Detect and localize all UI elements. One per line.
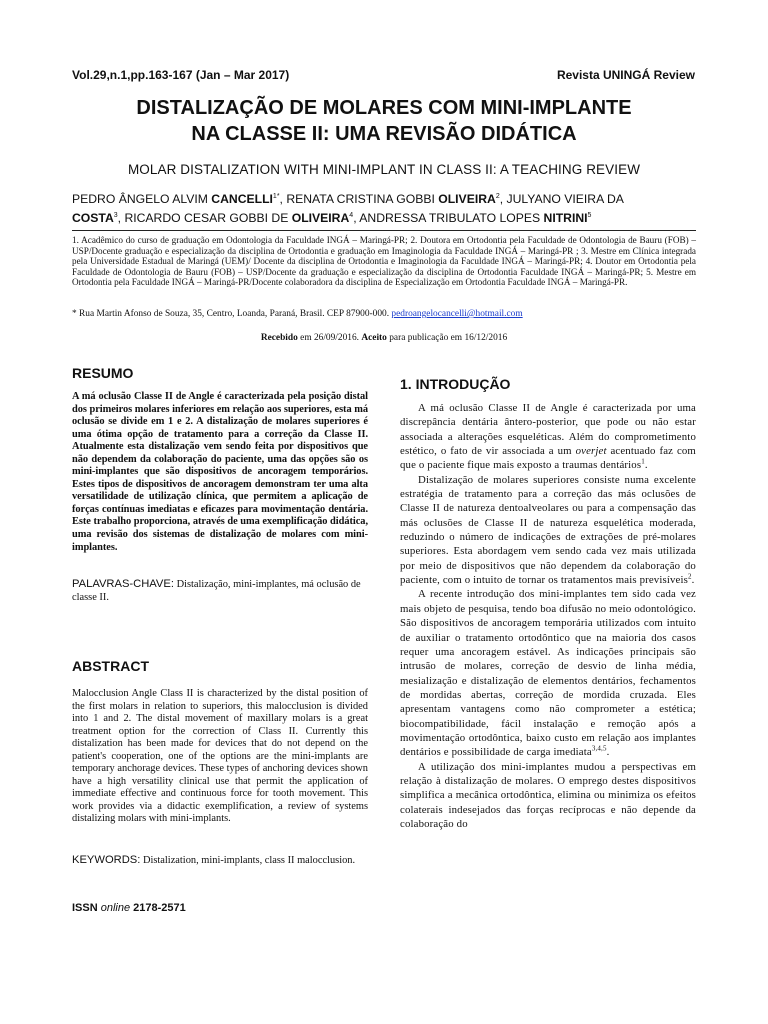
text-run: A recente introdução dos mini-implantes tem sido cada vez mais objeto de pesquisa, tendo boa difusão no meio odontológico. São dispositivos de ancoragem temporária utilizados com intuito de auxiliar o tratamento ortodôntico que na maioria dos casos requer uma ancoragem estável. As indicações principais são intrusão de molares, correção de desvio de linha média, mesialização e distalização de elementos dentários, fechamentos de mordidas abertas, correção de mordida cruzada. Eles apresentam vantagens como não comprometer a estética; biocompatibilidade, fácil instalação e remoção após a movimentação ortodôntica, baixo custo em relação aos implantes dentários e possibilidade de carga imediata [400, 588, 696, 759]
received-date: em 26/09/2016. [297, 333, 362, 343]
article-subtitle-english: MOLAR DISTALIZATION WITH MINI-IMPLANT IN CLASS II: A TEACHING REVIEW [127, 162, 641, 177]
keywords-text: Distalization, mini-implants, class II malocclusion. [140, 855, 356, 866]
citation-mark: 3,4,5 [591, 744, 607, 753]
resumo-heading: RESUMO [72, 365, 134, 381]
author-given-name: , JULYANO VIEIRA DA [499, 192, 624, 206]
resumo-text: A má oclusão Classe II de Angle é caracterizada pela posição distal dos primeiros molares inferiores em relação aos superiores, esta má oclusão se divide em 1 e 2. A distalização de molares superiores é uma ótima opção de tratamento para a correção da Classe II. Atualmente esta distalização vem sendo feita por dispositivos que não dependem da colaboração do paciente, uma das opções são os mini-implantes que são dispositivos de ancoragem temporários. Estes tipos de dispositivos de ancoragem demonstram ter uma alta versatilidade de utilização clínica, que permitem a aplicação de forças contínuas imediatas e eficazes para movimentação dentária. Este trabalho proporciona, através de uma exemplificação didática, uma revisão dos sistemas de distalização de molares com mini-implantes. [72, 391, 368, 553]
article-title [60, 95, 708, 147]
author-surname: COSTA [72, 211, 114, 225]
keywords [72, 854, 368, 868]
author-given-name: PEDRO ÂNGELO ALVIM [72, 192, 212, 206]
italic-term: overjet [575, 445, 607, 458]
text-run: acentuado faz com que o paciente fique mais exposto a traumas dentários [400, 445, 696, 472]
author-affiliation-mark: 2 [495, 192, 500, 200]
author-affiliation-mark: 4 [349, 211, 354, 219]
issn-number: 2178-2571 [130, 902, 186, 914]
email-link[interactable]: pedroangelocancelli@hotmail.com [391, 309, 523, 319]
abstract-heading: ABSTRACT [72, 658, 149, 674]
author-given-name: , RENATA CRISTINA GOBBI [279, 192, 439, 206]
journal-name: Revista UNINGÁ Review [556, 68, 695, 82]
article-title-line-1: DISTALIZAÇÃO DE MOLARES COM MINI-IMPLANTE [136, 97, 632, 119]
paragraph [400, 473, 696, 588]
citation-mark: 1 [641, 457, 645, 466]
keywords-text: Distalização, mini-implantes, má oclusão de classe II. [72, 579, 361, 603]
text-run: A utilização dos mini-implantes mudou a perspectivas em relação à distalização de molares. O emprego destes dispositivos simplifica a mecânica ortodôntica, elimina ou minimiza os efeitos colaterais indesejados das forças recíprocas e não depende da colaboração do [400, 760, 696, 830]
paragraph [400, 401, 696, 473]
received-label: Recebido [260, 333, 298, 343]
author-given-name: , ANDRESSA TRIBULATO LOPES [353, 211, 544, 225]
author-affiliation-mark: 5 [587, 211, 592, 219]
author-given-name: , RICARDO CESAR GOBBI DE [117, 211, 292, 225]
issn [72, 902, 186, 914]
issn-online: online [100, 902, 131, 914]
article-title-line-2: NA CLASSE II: UMA REVISÃO DIDÁTICA [191, 123, 577, 145]
text-run: . [644, 459, 648, 472]
paragraph [400, 760, 696, 832]
introducao-body [400, 401, 696, 831]
divider [72, 230, 696, 231]
text-run: A má oclusão Classe II de Angle é caracterizada por uma discrepância dentária ântero-posterior, que pode ou não estar associada a alterações esqueléticas. Além do comprometimento estético, o fato de vir associada a um [400, 402, 696, 458]
author-affiliation-mark: 3 [113, 211, 118, 219]
palavras-chave [72, 578, 368, 604]
address-text: * Rua Martin Afonso de Souza, 35, Centro, Loanda, Paraná, Brasil. CEP 87900-000. [72, 309, 392, 319]
paragraph [400, 587, 696, 759]
keywords-label: PALAVRAS-CHAVE: [72, 578, 174, 590]
correspondence-address [72, 309, 696, 319]
author-surname: OLIVEIRA [438, 192, 496, 206]
text-run: . [606, 746, 610, 759]
abstract-text: Malocclusion Angle Class II is characterized by the distal position of the first molars in relation to superiors, this malocclusion is divided into 1 and 2. The distal movement of maxillary molars is a great treatment option for the correction of Class II. Currently this distalization has been made for devices that do not depend on the patient's cooperation, one of the options are the mini-implants are temporary anchorage devices. These types of anchoring devices shown have a high versatility clinical use that permit the application of immediate effective and continuous force for tooth movement. This work provides via a didactic exemplification, a review of systems distalizing molars with mini-implants. [72, 688, 368, 825]
article-dates [72, 333, 696, 343]
author-affiliation-mark: 1* [272, 192, 280, 200]
issn-prefix: ISSN [72, 902, 101, 914]
text-run: Distalização de molares superiores consiste numa excelente estratégia de tratamento para a correção das más oclusões de Classe II de natureza dentoalveolares ou para a compensação das más oclusões de Classe II de natureza esquelética moderada, reduzindo o número de indicações de extrações de pré-molares superiores. Esta abordagem vem sendo cada vez mais utilizada por meio de dispositivos que não dependem da colaboração do paciente, com o intuito de tornar os tratamentos mais previsíveis [400, 473, 696, 587]
text-run: . [691, 574, 695, 587]
author-surname: NITRINI [543, 211, 588, 225]
accepted-date: para publicação em 16/12/2016 [386, 333, 508, 343]
introducao-heading: 1. INTRODUÇÃO [400, 376, 511, 392]
journal-issue-info: Vol.29,n.1,pp.163-167 (Jan – Mar 2017) [72, 68, 290, 82]
author-surname: CANCELLI [211, 192, 273, 206]
author-surname: OLIVEIRA [291, 211, 350, 225]
accepted-label: Aceito [361, 333, 387, 343]
author-list [72, 190, 696, 228]
citation-mark: 2 [688, 572, 692, 581]
affiliations: 1. Acadêmico do curso de graduação em Odontologia da Faculdade INGÁ – Maringá-PR; 2. Doutora em Ortodontia pela Faculdade de Odontologia de Bauru (FOB) – USP/Docente graduação e especialização da disciplina de Ortodontia e graduação em Imaginologia da Faculdade INGÁ – Maringá-PR ; 3. Mestre em Clínica integrada pela Universidade Estadual de Maringá (UEM)/ Docente da disciplina de Ortodontia e Imaginologia da Faculdade INGÁ – Maringá-PR; 4. Doutor em Ortodontia pela Faculdade de Odontologia de Bauru (FOB) – USP/Docente da graduação e especialização da disciplina de Ortodontia Faculdade INGÁ – Maringá-PR; 5. Mestre em Ortodontia pela Faculdade INGÁ – Maringá-PR/Docente colaboradora da disciplina de Especialização em Ortodontia Faculdade INGÁ – Maringá-PR. [72, 235, 696, 288]
keywords-label: KEYWORDS: [72, 854, 141, 866]
